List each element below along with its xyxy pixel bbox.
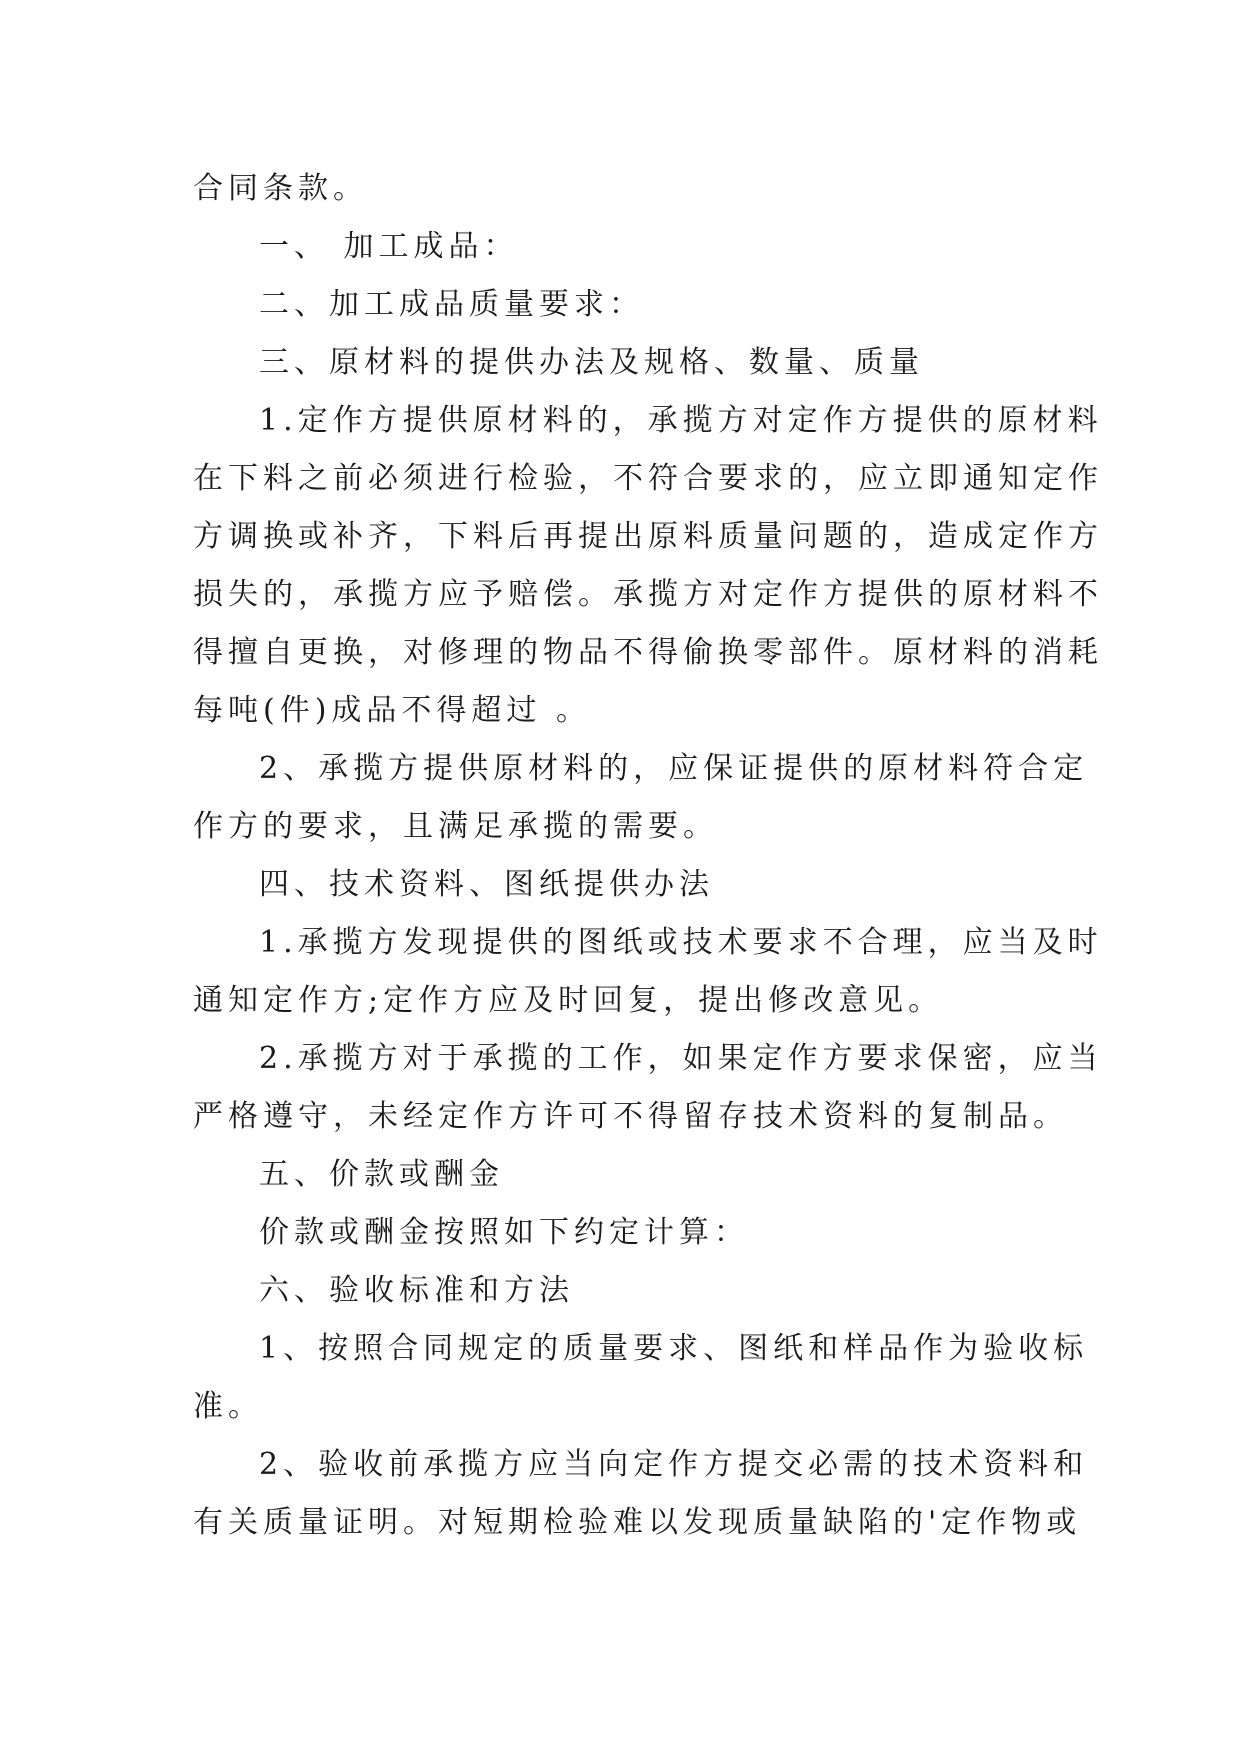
document-body	[193, 160, 1103, 1552]
text-line: 合同条款。	[193, 171, 368, 206]
text-line: 价款或酬金按照如下约定计算：	[259, 1215, 749, 1250]
section-heading: 六、验收标准和方法	[259, 1273, 574, 1308]
section-heading: 二、加工成品质量要求：	[259, 287, 644, 322]
text-line: 损失的，承揽方应予赔偿。承揽方对定作方提供的原材料不	[193, 577, 1103, 612]
section-heading: 四、技术资料、图纸提供办法	[259, 867, 714, 902]
text-line: 在下料之前必须进行检验，不符合要求的，应立即通知定作	[193, 461, 1103, 496]
text-line: 2、承揽方提供原材料的，应保证提供的原材料符合定	[259, 751, 1089, 786]
text-line: 2.承揽方对于承揽的工作，如果定作方要求保密，应当	[259, 1041, 1103, 1076]
text-line: 准。	[193, 1389, 263, 1424]
text-line: 通知定作方;定作方应及时回复，提出修改意见。	[193, 983, 944, 1018]
text-line: 1.承揽方发现提供的图纸或技术要求不合理，应当及时	[259, 925, 1103, 960]
text-line: 2、验收前承揽方应当向定作方提交必需的技术资料和	[259, 1447, 1089, 1482]
text-line: 有关质量证明。对短期检验难以发现质量缺陷的'定作物或	[193, 1505, 1082, 1540]
section-heading: 一、 加工成品：	[259, 229, 519, 264]
text-line: 每吨(件)成品不得超过 。	[193, 693, 591, 728]
text-line: 作方的要求，且满足承揽的需要。	[193, 809, 718, 844]
text-line: 1、按照合同规定的质量要求、图纸和样品作为验收标	[259, 1331, 1089, 1366]
text-line: 严格遵守，未经定作方许可不得留存技术资料的复制品。	[193, 1099, 1068, 1134]
text-line: 1.定作方提供原材料的，承揽方对定作方提供的原材料	[259, 403, 1103, 438]
text-line: 得擅自更换，对修理的物品不得偷换零部件。原材料的消耗	[193, 635, 1103, 670]
section-heading: 五、价款或酬金	[259, 1157, 504, 1192]
section-heading: 三、原材料的提供办法及规格、数量、质量	[259, 345, 924, 380]
text-line: 方调换或补齐，下料后再提出原料质量问题的，造成定作方	[193, 519, 1103, 554]
